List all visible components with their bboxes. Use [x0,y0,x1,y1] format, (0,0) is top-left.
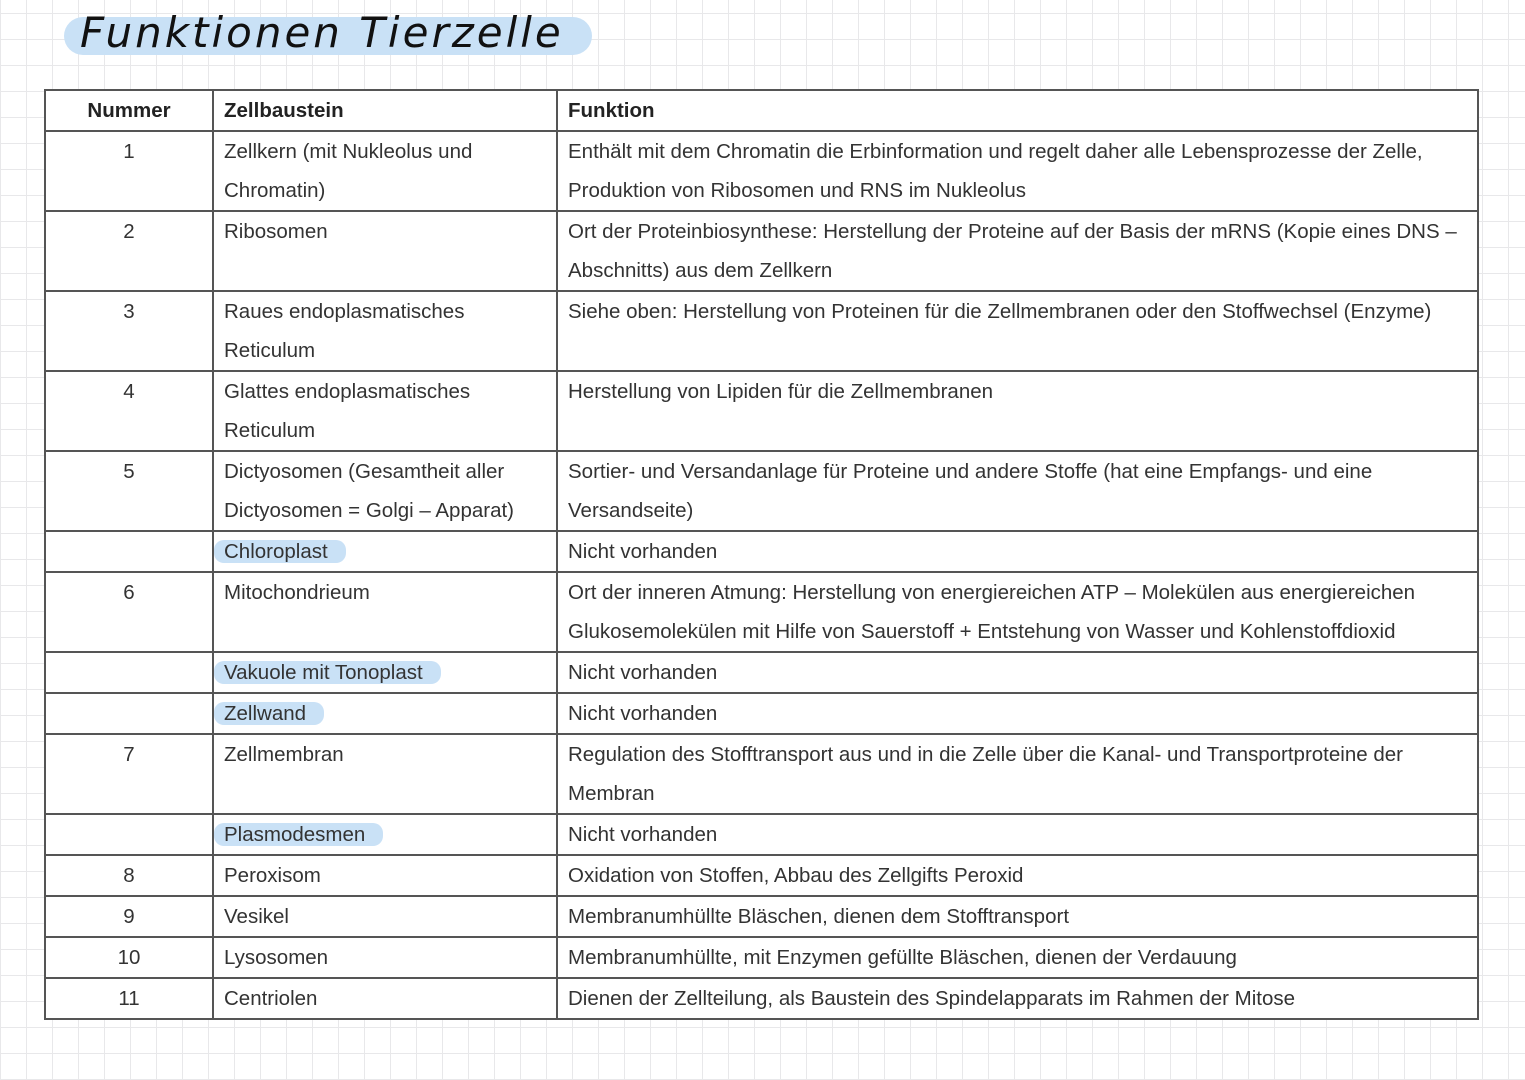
nummer-cell: 10 [45,937,213,978]
table-row [45,291,1478,371]
table-row [45,371,1478,451]
table-row [45,572,1478,652]
highlighted-text: Chloroplast [214,540,346,563]
table-row [45,131,1478,211]
table-row [45,814,1478,855]
funktion-cell: Oxidation von Stoffen, Abbau des Zellgifts Peroxid [557,855,1478,896]
nummer-cell [45,652,213,693]
cell-functions-table [44,89,1479,1020]
table-row [45,211,1478,291]
nummer-cell: 9 [45,896,213,937]
nummer-cell: 4 [45,371,213,451]
nummer-cell: 2 [45,211,213,291]
zellbaustein-cell: Lysosomen [213,937,557,978]
header-nummer: Nummer [45,90,213,131]
table-row [45,978,1478,1019]
zellbaustein-cell: Dictyosomen (Gesamtheit aller Dictyosomen = Golgi – Apparat) [213,451,557,531]
header-zellbaustein: Zellbaustein [213,90,557,131]
funktion-cell: Herstellung von Lipiden für die Zellmembranen [557,371,1478,451]
table-row [45,855,1478,896]
funktion-cell: Nicht vorhanden [557,814,1478,855]
table-row [45,451,1478,531]
table-row [45,734,1478,814]
funktion-cell: Membranumhüllte, mit Enzymen gefüllte Bläschen, dienen der Verdauung [557,937,1478,978]
highlighted-text: Plasmodesmen [214,823,383,846]
zellbaustein-cell: Raues endoplasmatisches Reticulum [213,291,557,371]
page-title: Funktionen Tierzelle [80,8,564,57]
highlighted-text: Vakuole mit Tonoplast [214,661,441,684]
zellbaustein-cell [213,814,557,855]
nummer-cell: 8 [45,855,213,896]
funktion-cell: Nicht vorhanden [557,531,1478,572]
nummer-cell: 7 [45,734,213,814]
nummer-cell [45,531,213,572]
zellbaustein-cell: Ribosomen [213,211,557,291]
zellbaustein-cell [213,693,557,734]
table-row [45,937,1478,978]
highlighted-text: Zellwand [214,702,324,725]
nummer-cell: 6 [45,572,213,652]
nummer-cell: 5 [45,451,213,531]
zellbaustein-cell: Zellmembran [213,734,557,814]
nummer-cell [45,693,213,734]
nummer-cell: 1 [45,131,213,211]
funktion-cell: Dienen der Zellteilung, als Baustein des Spindelapparats im Rahmen der Mitose [557,978,1478,1019]
zellbaustein-cell: Mitochondrieum [213,572,557,652]
funktion-cell: Nicht vorhanden [557,652,1478,693]
nummer-cell [45,814,213,855]
table-header-row [45,90,1478,131]
table-row [45,652,1478,693]
zellbaustein-cell: Centriolen [213,978,557,1019]
funktion-cell: Membranumhüllte Bläschen, dienen dem Stofftransport [557,896,1478,937]
funktion-cell: Ort der Proteinbiosynthese: Herstellung der Proteine auf der Basis der mRNS (Kopie eines DNS – Abschnitts) aus dem Zellkern [557,211,1478,291]
nummer-cell: 3 [45,291,213,371]
funktion-cell: Nicht vorhanden [557,693,1478,734]
funktion-cell: Sortier- und Versandanlage für Proteine und andere Stoffe (hat eine Empfangs- und eine Versandseite) [557,451,1478,531]
table-row [45,693,1478,734]
zellbaustein-cell: Vesikel [213,896,557,937]
table-row [45,531,1478,572]
funktion-cell: Siehe oben: Herstellung von Proteinen für die Zellmembranen oder den Stoffwechsel (Enzyme) [557,291,1478,371]
funktion-cell: Enthält mit dem Chromatin die Erbinformation und regelt daher alle Lebensprozesse der Zelle, Produktion von Ribosomen und RNS im Nukleolus [557,131,1478,211]
nummer-cell: 11 [45,978,213,1019]
zellbaustein-cell [213,652,557,693]
funktion-cell: Ort der inneren Atmung: Herstellung von energiereichen ATP – Molekülen aus energiereichen Glukosemolekülen mit Hilfe von Sauerstoff + Entstehung von Wasser und Kohlenstoffdioxid [557,572,1478,652]
table-row [45,896,1478,937]
zellbaustein-cell [213,531,557,572]
zellbaustein-cell: Glattes endoplasmatisches Reticulum [213,371,557,451]
header-funktion: Funktion [557,90,1478,131]
zellbaustein-cell: Peroxisom [213,855,557,896]
funktion-cell: Regulation des Stofftransport aus und in die Zelle über die Kanal- und Transportproteine der Membran [557,734,1478,814]
zellbaustein-cell: Zellkern (mit Nukleolus und Chromatin) [213,131,557,211]
